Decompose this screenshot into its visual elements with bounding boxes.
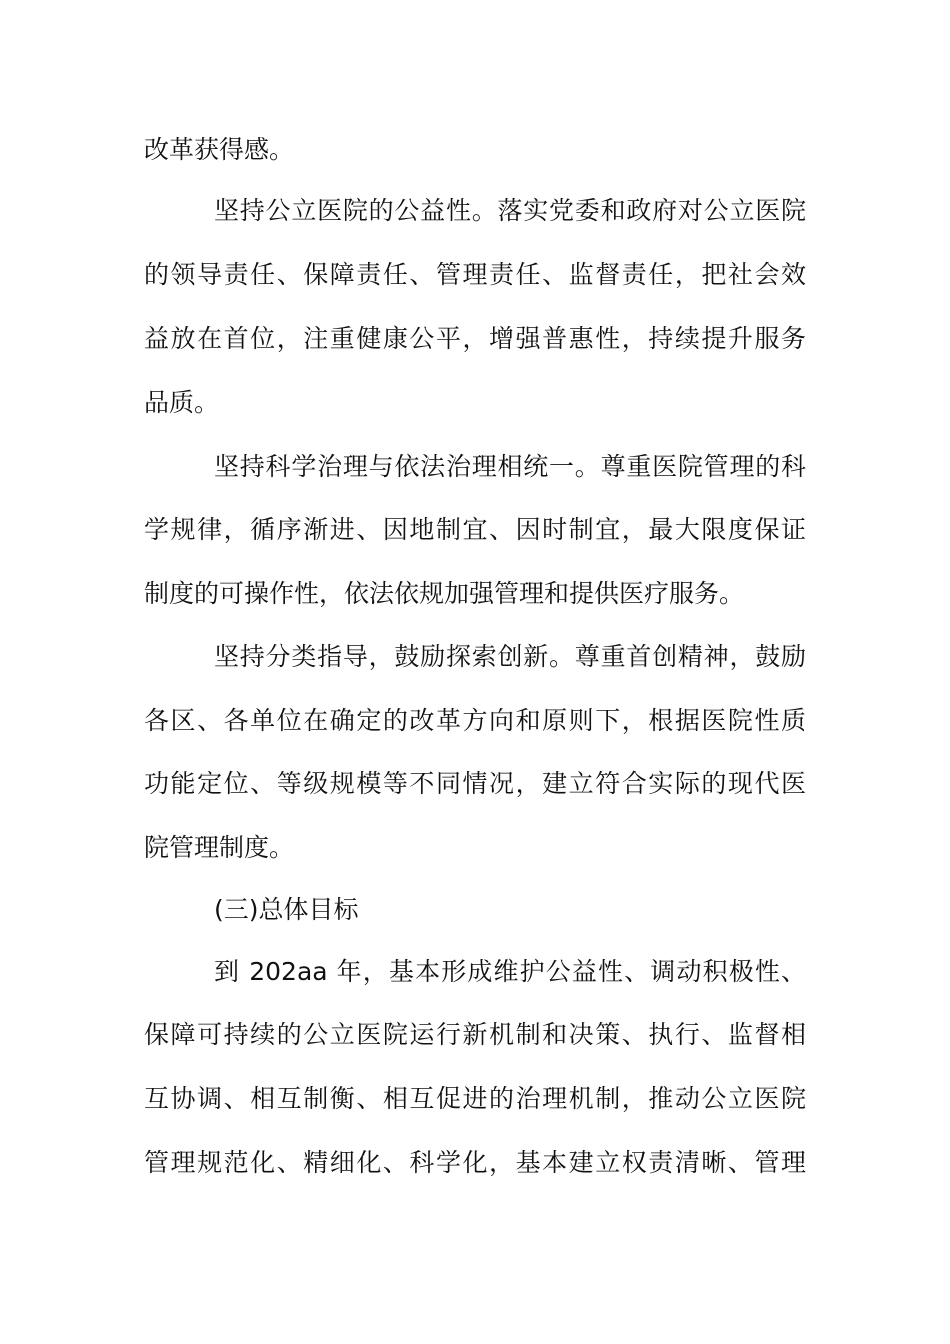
text-line: 功能定位、等级规模等不同情况，建立符合实际的现代医 — [144, 769, 806, 798]
text-line: 益放在首位，注重健康公平，增强普惠性，持续提升服务 — [144, 324, 806, 353]
text-line: 院管理制度。 — [144, 833, 295, 862]
text-line: 互协调、相互制衡、相互促进的治理机制，推动公立医院 — [144, 1084, 806, 1113]
text-line: 制度的可操作性，依法依规加强管理和提供医疗服务。 — [144, 579, 745, 608]
text-line: 保障可持续的公立医院运行新机制和决策、执行、监督相 — [144, 1020, 806, 1049]
text-line: 管理规范化、精细化、科学化，基本建立权责清晰、管理 — [144, 1148, 806, 1177]
text-line: 品质。 — [144, 388, 220, 417]
paragraph-first-line: 坚持分类指导，鼓励探索创新。尊重首创精神，鼓励 — [214, 642, 806, 671]
paragraph-first-line: 坚持科学治理与依法治理相统一。尊重医院管理的科 — [214, 452, 806, 481]
text-line: 改革获得感。 — [144, 135, 295, 164]
paragraph-first-line: 坚持公立医院的公益性。落实党委和政府对公立医院 — [214, 196, 806, 225]
text-line: 各区、各单位在确定的改革方向和原则下，根据医院性质 — [144, 706, 806, 735]
paragraph-first-line: 到 202aa 年，基本形成维护公益性、调动积极性、 — [214, 957, 806, 986]
section-heading: (三)总体目标 — [214, 895, 359, 924]
text-line: 学规律，循序渐进、因地制宜、因时制宜，最大限度保证 — [144, 515, 806, 544]
text-line: 的领导责任、保障责任、管理责任、监督责任，把社会效 — [144, 260, 806, 289]
